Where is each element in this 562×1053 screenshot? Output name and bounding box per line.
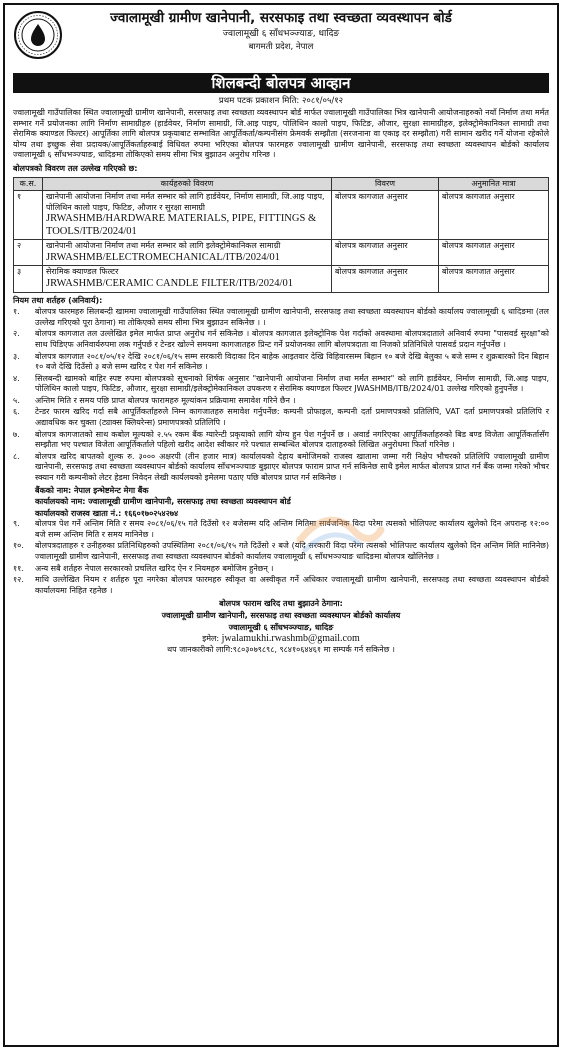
rule-text: बोलपत्र कागजात तल उल्लेखित इमेल मार्फत प्राप्त अनुरोध गर्न सकिनेछ । बोलपत्र कागजात इलेक्ट्रोनिक पेश गर्दाको अवस्थामा बोलपत्रदाताले अनिवार्य रुपमा "पासवर्ड सुरक्षा"को साथ पिडिएफ अनिवार्यरुपमा लक गर्नुपर्छ र टेन्डर खोल्ने समयमा कागजातहरु प्रिन्ट गर्ने प्रयोजनका लागि बोलपत्रदाता वा निजको प्रतिनिधिले पासवर्ड प्रदान गर्नुपर्नेछ । [35, 329, 549, 349]
item-description: खानेपानी आयोजना निर्माण तथा मर्मत सम्भार को लागि हार्डवेयर, निर्माण सामाग्री, जि.आइ पाइप, पोलिथिन कालो पाइप, फिटिङ, औजार र सुरक्षा सामाग्री [46, 192, 325, 212]
col-header-sn: क.स. [14, 177, 43, 191]
list-item [13, 396, 549, 407]
cell-description [43, 191, 332, 240]
header [13, 10, 549, 72]
list-item [13, 352, 549, 373]
list-item [13, 307, 549, 328]
publish-date: प्रथम पटक प्रकाशन मिति: २०८१/०५/१२ [218, 96, 344, 106]
intro-paragraph: ज्वालामूखी गाउँपालिका स्थित ज्वालामूखी ग्रामीण खानेपानी, सरसफाइ तथा स्वच्छता व्यवस्थापन बोर्ड मार्फत ज्वालामूखी गाउँपालिका भित्र खानेपानी आयोजनाहरुको नयाँ निर्माण तथा मर्मत सम्भार गर्ने प्रयोजनका लागि निर्माण सामाग्रीहरु (हार्डवेयर, निर्माण सामाग्री, जि.आइ पाइप, पोलिथिन कालो पाइप, फिटिङ, औजार, सुरक्षा सामाग्रीहरु, इलेक्ट्रोमेकानिकल सामाग्री तथा सेरामिक क्याण्डल फिल्टर) आपूर्तिका लागि बोलपत्र प्रकृयाबाट सम्भावित आपूर्तिकर्ता/कम्पनीसंग फ्रेमवर्क सम्झौता (सरजनाना वा एकाइ दर सम्झौता) गरी सामान खरीद गर्ने योजना रहेकोले योग्य तथा इच्छुक सेवा प्रदायक/आपूर्तिकर्ताहरुबाई विधिवत रुपमा भरिएका बोलपत्र फारमहरु ज्वालामूखी ग्रामीण खानेपानी, सरसफाइ तथा स्वच्छता व्यवस्थापन बोर्डको कार्यालय ज्वालामूखी ६ साँधभञ्ज्याङ, धादिङमा तोकिएको समय सीमा भित्र बुझाउन अनुरोध गरिन्छ । [13, 108, 549, 160]
rule-text: बोलपत्र कागजातको साथ कबोल मूल्यको २.५५ रकम बैंक ग्यारेन्टी प्रकृयाको लागि योग्य हुन पेश गर्नुपर्ने छ । अवार्ड नगरिएका आपूर्तिकर्ताहरुको बिड बण्ड विजेता आपूर्तिकर्तासँग सम्झौता भए पश्चात विजेता आपूर्तिकर्ताले पहिलो खरीद आदेश स्वीकार गरे पश्चात सम्बन्धित बोलपत्र दाताहरुको लिखित अनुरोधमा फिर्ता गरिनेछ । [35, 429, 549, 450]
rule-number: ३. [13, 351, 20, 361]
item-code: JRWASHMB/CERAMIC CANDLE FILTER/ITB/2024/01 [46, 278, 293, 290]
list-item [13, 407, 549, 428]
rule-number: १०. [13, 541, 24, 551]
rules-title: नियम तथा शर्तहरु (अनिवार्य): [13, 295, 103, 305]
footer-office: ज्वालामूखी ग्रामीण खानेपानी, सरसफाइ तथा स्वच्छता व्यवस्थापन बोर्डको कार्यालय [161, 611, 401, 621]
watermark-wave-icon [295, 510, 385, 555]
table-row [14, 240, 549, 266]
rule-number: १. [13, 307, 20, 317]
rule-text: माथि उल्लेखित नियम र शर्तहरु पूरा नगरेका बोलपत्र फारमहरु स्वीकृत वा अस्वीकृत गर्ने अधिकार ज्वालामूखी ग्रामीण खानेपानी, सरसफाइ तथा स्वच्छता व्यवस्थापन बोर्डको कार्यालयमा निहित रहनेछ । [35, 575, 549, 595]
notice-title: शिलबन्दी बोलपत्र आव्हान [13, 73, 549, 93]
list-item [13, 329, 549, 350]
list-item [13, 430, 549, 451]
footer-email-line [13, 634, 549, 645]
rule-number: ७. [13, 429, 20, 439]
table-row [14, 266, 549, 292]
rule-text: बोलपत्र फारमहरु सिलबन्दी खाममा ज्वालामूखी गाउँपालिका स्थित ज्वालामूखी ग्रामीण खानेपानी, सरसफाइ तथा स्वच्छता व्यवस्थापन बोर्डको कार्यालय ज्वालामूखी ६ धादिङमा (तल उल्लेख गरिएको पूरा ठेगाना) मा तोकिएको समय सीमा भित्र बुझाउन सकिनेछ । । [35, 307, 549, 327]
office-name: कार्यालयको नाम: ज्वालामूखी ग्रामीण खानेपानी, सरसफाइ तथा स्वच्छता व्यवस्थापन बोर्ड [35, 497, 291, 507]
org-name: ज्वालामूखी ग्रामीण खानेपानी, सरसफाइ तथा स्वच्छता व्यवस्थापन बोर्ड [110, 10, 452, 26]
item-description: खानेपानी आयोजना निर्माण तथा मर्मत सम्भार को लागि इलेक्ट्रोमेकानिकल सामाग्री [46, 241, 281, 251]
col-header-quantity: अनुमानित मात्रा [439, 177, 549, 191]
cell-description [43, 240, 332, 266]
cell-sn: ३ [14, 266, 43, 292]
org-address: ज्वालामूखी ६ साँधभञ्ज्याङ, धादिङ [222, 29, 340, 39]
list-item [13, 452, 549, 484]
bank-details [13, 485, 549, 520]
item-code: JRWASHMB/HARDWARE MATERIALS, PIPE, FITTINGS & TOOLS/ITB/2024/01 [46, 213, 317, 237]
list-item [13, 564, 549, 575]
cell-details: बोलपत्र कागजात अनुसार [332, 191, 439, 240]
footer-address-block [13, 598, 549, 655]
col-header-description: कार्यहरुको विवरण [43, 177, 332, 191]
footer-address: ज्वालामूखी ६ साँधभञ्ज्याङ, धादिङ [228, 623, 334, 633]
item-description: सेरामिक क्याण्डल फिल्टर [46, 267, 119, 277]
rule-text: बोलपत्र पेश गर्ने अन्तिम मिति र समय २०८१/०६/१५ गते दिउँसो १२ बजेसम्म यदि अन्तिम मितिमा सार्वजनिक विदा परेमा त्यसको भोलिपल्ट कार्यालय खुलेको दिन अपरान्ह १२:०० बजे सम्म अन्तिम मिति र समय मानिनेछ । [35, 519, 549, 539]
table-row [14, 191, 549, 240]
list-item [13, 519, 549, 540]
rule-number: ८. [13, 451, 20, 461]
cell-quantity: बोलपत्र कागजात अनुसार [439, 266, 549, 292]
rule-text: बोलपत्र कागजात २०८१/०५/१२ देखि २०८१/०६/१५ सम्म सरकारी विदाका दिन बाहेक आइतवार देखि विहिवारसम्म बिहान १० बजे देखि बेलुका ५ बजे सम्म र शुक्रबारको दिन बिहान १० बजे देखि दिउँसो ३ बजे सम्म खरिद र पेश गर्न सकिनेछ । [35, 351, 549, 372]
list-item [13, 575, 549, 596]
bank-name: बैंकको नाम: नेपाल इन्भेष्टमेन्ट मेगा बैंक [35, 485, 149, 495]
rule-number: ६. [13, 407, 20, 417]
cell-details: बोलपत्र कागजात अनुसार [332, 266, 439, 292]
rule-text: सिलबन्दी खामको बाहिर स्पष्ट रुपमा बोलपत्रको सूचनाको शिर्षक अनुसार "खानेपानी आयोजना निर्माण तथा मर्मत सम्भार" को लागि हार्डवेयर, निर्माण सामाग्री, जि.आइ पाइप, पोलिथिन कालो पाइप, फिटिङ, औजार, सुरक्षा सामाग्री/इलेक्ट्रोमेकानिकल उपकरण र सेरामिक क्याण्डल फिल्टर JWASHMB/ITB/2024/01 उल्लेख गरिएको हुनुपर्नेछ । [35, 373, 549, 394]
footer-contact: थप जानकारीको लागि:९८०३०७९८९८, ९८४१०६४४६१ मा सम्पर्क गर्न सकिनेछ । [167, 644, 395, 654]
rule-number: ४. [13, 373, 20, 383]
rules-list [13, 307, 549, 484]
list-item [13, 374, 549, 395]
rule-text: अन्य सबै शर्तहरु नेपाल सरकारको प्रचलित खरिद ऐन र नियमहरु बमोजिम हुनेछन् । [35, 563, 274, 573]
seal-logo-icon [13, 10, 63, 60]
rule-number: ११. [13, 563, 24, 573]
rule-number: २. [13, 329, 20, 339]
rule-number: ९. [13, 519, 20, 529]
cell-description [43, 266, 332, 292]
bid-table [13, 177, 549, 293]
cell-quantity: बोलपत्र कागजात अनुसार [439, 191, 549, 240]
rule-number: १२. [13, 575, 24, 585]
rule-text: बोलपत्र खरिद बापतको शुल्क रु. ३००० अक्षरपी (तीन हजार मात्र) कार्यालयको देहाय बमोजिमको राजस्व खातामा जम्मा गरी निक्षेप भौचरको प्रतिलिपि ज्वालामूखी ग्रामीण खानेपानी, सरसफाइ तथा स्वच्छता व्यवस्थापन बोर्डको कार्यालय साँधभञ्ज्याङ बुझाएर बोलपत्र फाराम प्राप्त गर्न सकिनेछ साथै इमेल मार्फत बोलपत्र प्राप्त गर्न बैंक जम्मा गरेको भौचर स्क्यान गरी कम्पनीको लेटर हेडमा निवेदन लेखी कार्यलयको इमेलमा पठाए पछि बोलपत्र प्राप्त गर्न सकिनेछ । [35, 451, 549, 483]
email-link[interactable]: jwalamukhi.rwashmb@gmail.com [221, 633, 360, 645]
table-header-row [14, 177, 549, 191]
item-code: JRWASHMB/ELECTROMECHANICAL/ITB/2024/01 [46, 251, 280, 263]
rule-text: टेन्डर फारम खरिद गर्दा सबै आपूर्तिकर्ताहरुले निम्न कागजातहरु समावेश गर्नुपर्नेछ: कम्पनी प्रोफाइल, कम्पनी दर्ता प्रमाणपत्रको प्रतिलिपि, VAT दर्ता प्रमाणपत्रको प्रतिलिपि र अद्यावधिक कर चुक्ता (ट्याक्स क्लियरेन्स) प्रमाणपत्रको प्रतिलिपि । [35, 407, 549, 428]
email-label: इमेल: [202, 634, 220, 644]
notice-page [3, 3, 559, 1047]
rule-text: अन्तिम मिति र समय पछि प्राप्त बोलपत्र फारामहरु मूल्यांकन प्रक्रियामा समावेश गरिने छैन । [35, 395, 296, 405]
cell-quantity: बोलपत्र कागजात अनुसार [439, 240, 549, 266]
cell-details: बोलपत्र कागजात अनुसार [332, 240, 439, 266]
list-item [13, 541, 549, 562]
rules-list-continued [13, 519, 549, 596]
footer-heading: बोलपत्र फाराम खरिद तथा बुझाउने ठेगाना: [219, 599, 343, 609]
cell-sn: १ [14, 191, 43, 240]
revenue-account: कार्यालयको राजस्व खाता नं.: १६६०१७०२५४२७४ [35, 508, 179, 518]
col-header-details: विवरण [332, 177, 439, 191]
rule-text: बोलपत्रदाताहरु र उनीहरुका प्रतिनिधिहरुको उपस्थितिमा २०८१/०६/१५ गते दिउँसो २ बजे (यदि सरकारी विदा परेमा त्यसको भोलिपल्ट कार्यालय खुलेको दिन अन्तिम मिति मानिनेछ) ज्वालामूखी ग्रामीण खानेपानी, सरसफाइ तथा स्वच्छता व्यवस्थापन बोर्डको कार्यालय ज्वालामूखी ६ साँधभञ्ज्याङ धादिङमा बोलपत्र खोलिनेछ । [35, 541, 549, 561]
rule-number: ५. [13, 395, 20, 405]
org-province: बागमती प्रदेश, नेपाल [248, 42, 314, 52]
cell-sn: २ [14, 240, 43, 266]
table-title: बोलपत्रको विवरण तल उल्लेख गरिएको छ: [13, 163, 138, 173]
